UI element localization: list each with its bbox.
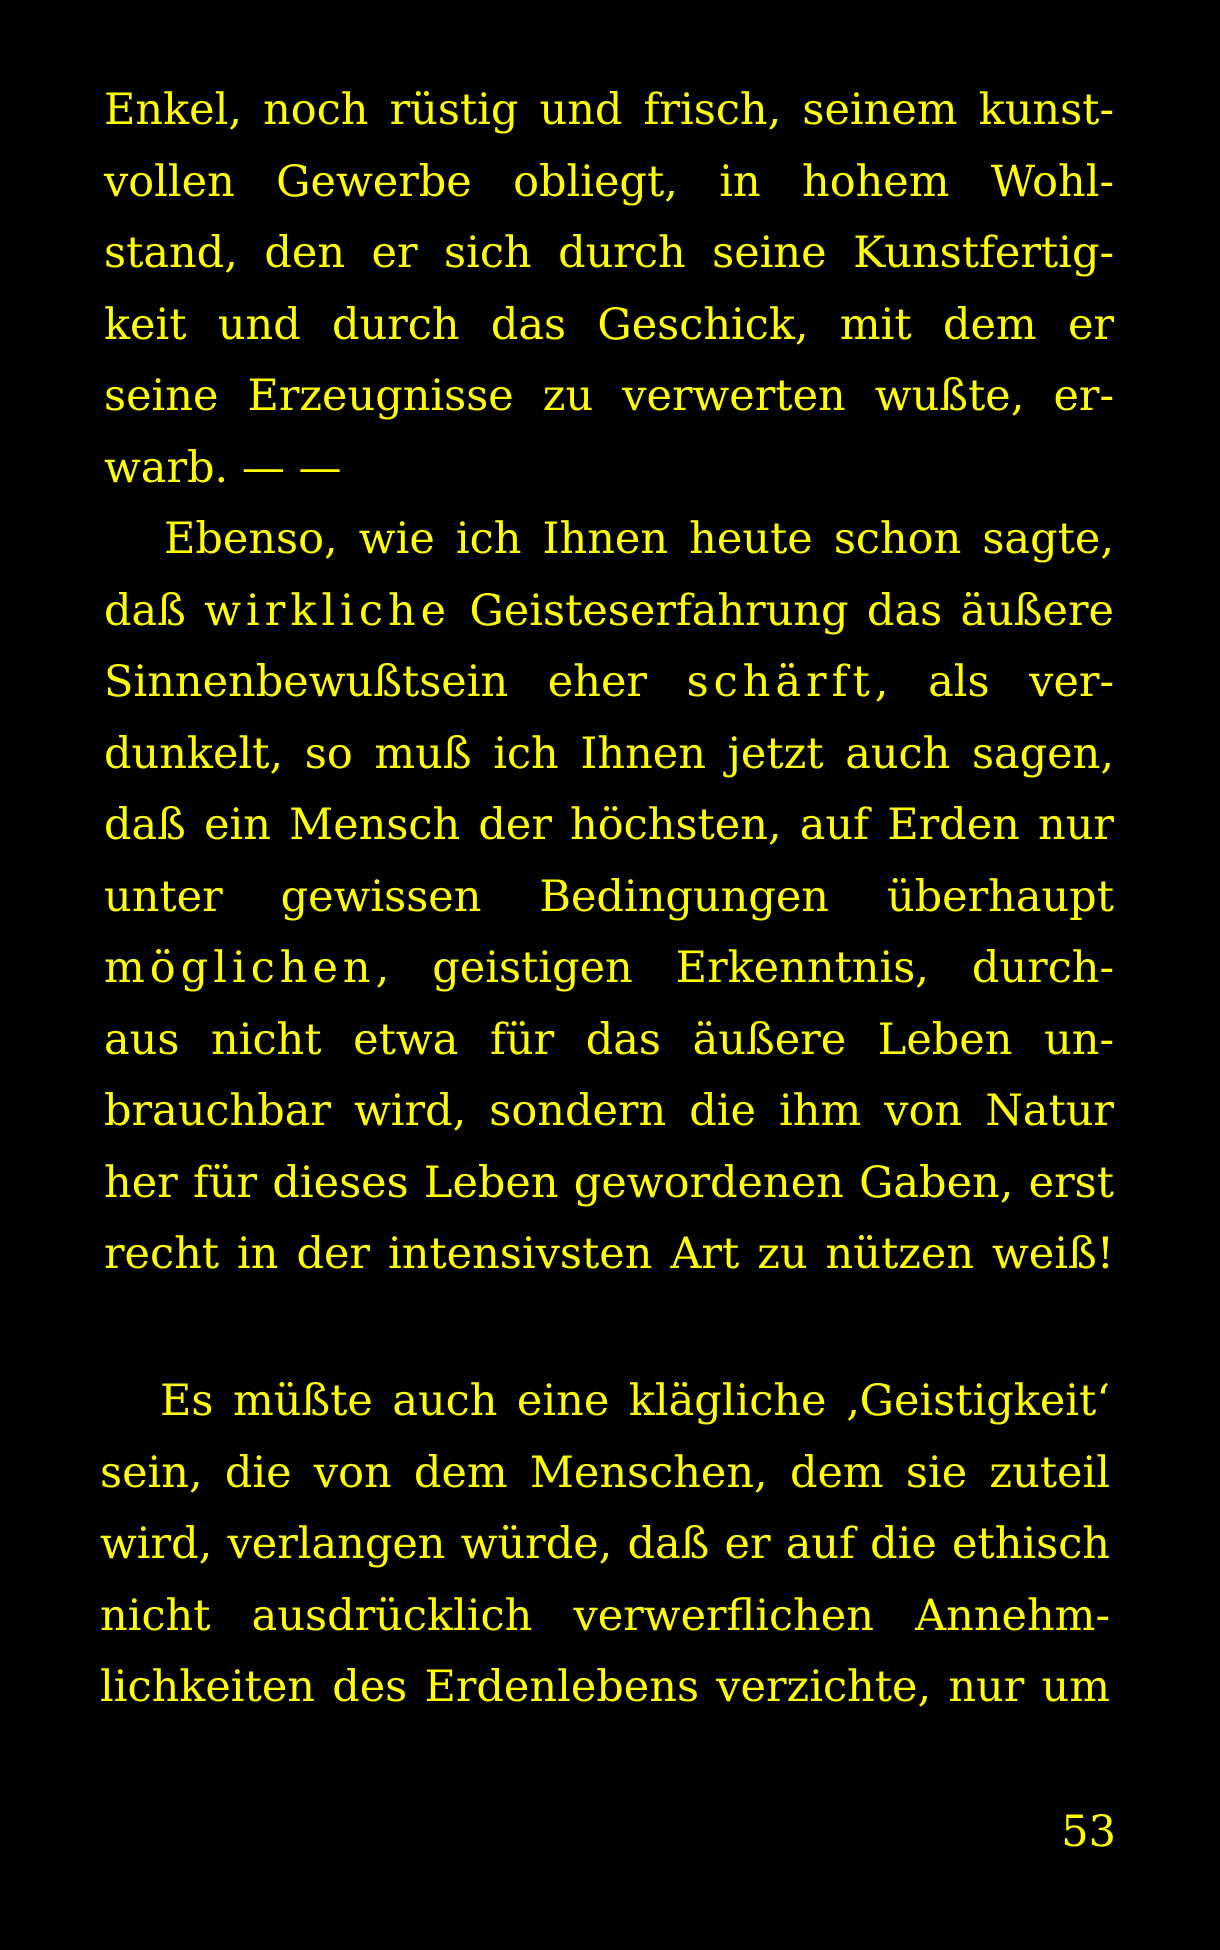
text-line bbox=[104, 646, 1114, 718]
text-segment: Sinnenbewußtsein eher bbox=[104, 657, 687, 707]
text-segment: , als ver- bbox=[874, 657, 1114, 707]
text-line: stand, den er sich durch seine Kunstfertig- bbox=[104, 228, 1114, 278]
text-segment: , geistigen Erkenntnis, durch- bbox=[375, 943, 1114, 993]
text-line: keit und durch das Geschick, mit dem er bbox=[104, 300, 1114, 350]
page-number: 53 bbox=[1061, 1807, 1116, 1857]
text-line: sein, die von dem Menschen, dem sie zuteil bbox=[100, 1448, 1110, 1498]
text-line: dunkelt, so muß ich Ihnen jetzt auch sagen, bbox=[104, 729, 1114, 779]
text-line: her für dieses Leben gewordenen Gaben, erst bbox=[104, 1158, 1114, 1208]
text-line: wird, verlangen würde, daß er auf die ethisch bbox=[100, 1519, 1110, 1569]
text-line: nicht ausdrücklich verwerflichen Annehm- bbox=[100, 1591, 1110, 1641]
text-line: vollen Gewerbe obliegt, in hohem Wohl- bbox=[104, 157, 1114, 207]
text-line: warb. — — bbox=[104, 443, 342, 493]
text-line: brauchbar wird, sondern die ihm von Natur bbox=[104, 1086, 1114, 1136]
text-line: Es müßte auch eine klägliche ‚Geistigkeit‘ bbox=[160, 1376, 1110, 1426]
text-line bbox=[104, 575, 1114, 647]
text-line: aus nicht etwa für das äußere Leben un- bbox=[104, 1015, 1114, 1065]
text-line bbox=[104, 932, 1114, 1004]
emphasized-word: wirkliche bbox=[204, 586, 452, 636]
text-line: unter gewissen Bedingungen überhaupt bbox=[104, 872, 1114, 922]
text-line: daß ein Mensch der höchsten, auf Erden nur bbox=[104, 800, 1114, 850]
text-line: Ebenso, wie ich Ihnen heute schon sagte, bbox=[164, 514, 1114, 564]
text-segment: Geisteserfahrung das äußere bbox=[451, 586, 1114, 636]
emphasized-word: möglichen bbox=[104, 943, 376, 993]
text-line: recht in der intensivsten Art zu nützen weiß! bbox=[104, 1229, 1114, 1279]
text-line: seine Erzeugnisse zu verwerten wußte, er- bbox=[104, 371, 1114, 421]
text-line: Enkel, noch rüstig und frisch, seinem kunst- bbox=[104, 85, 1114, 135]
text-line: lichkeiten des Erdenlebens verzichte, nur um bbox=[100, 1662, 1110, 1712]
emphasized-word: schärft bbox=[686, 657, 875, 707]
text-segment: daß bbox=[104, 586, 205, 636]
